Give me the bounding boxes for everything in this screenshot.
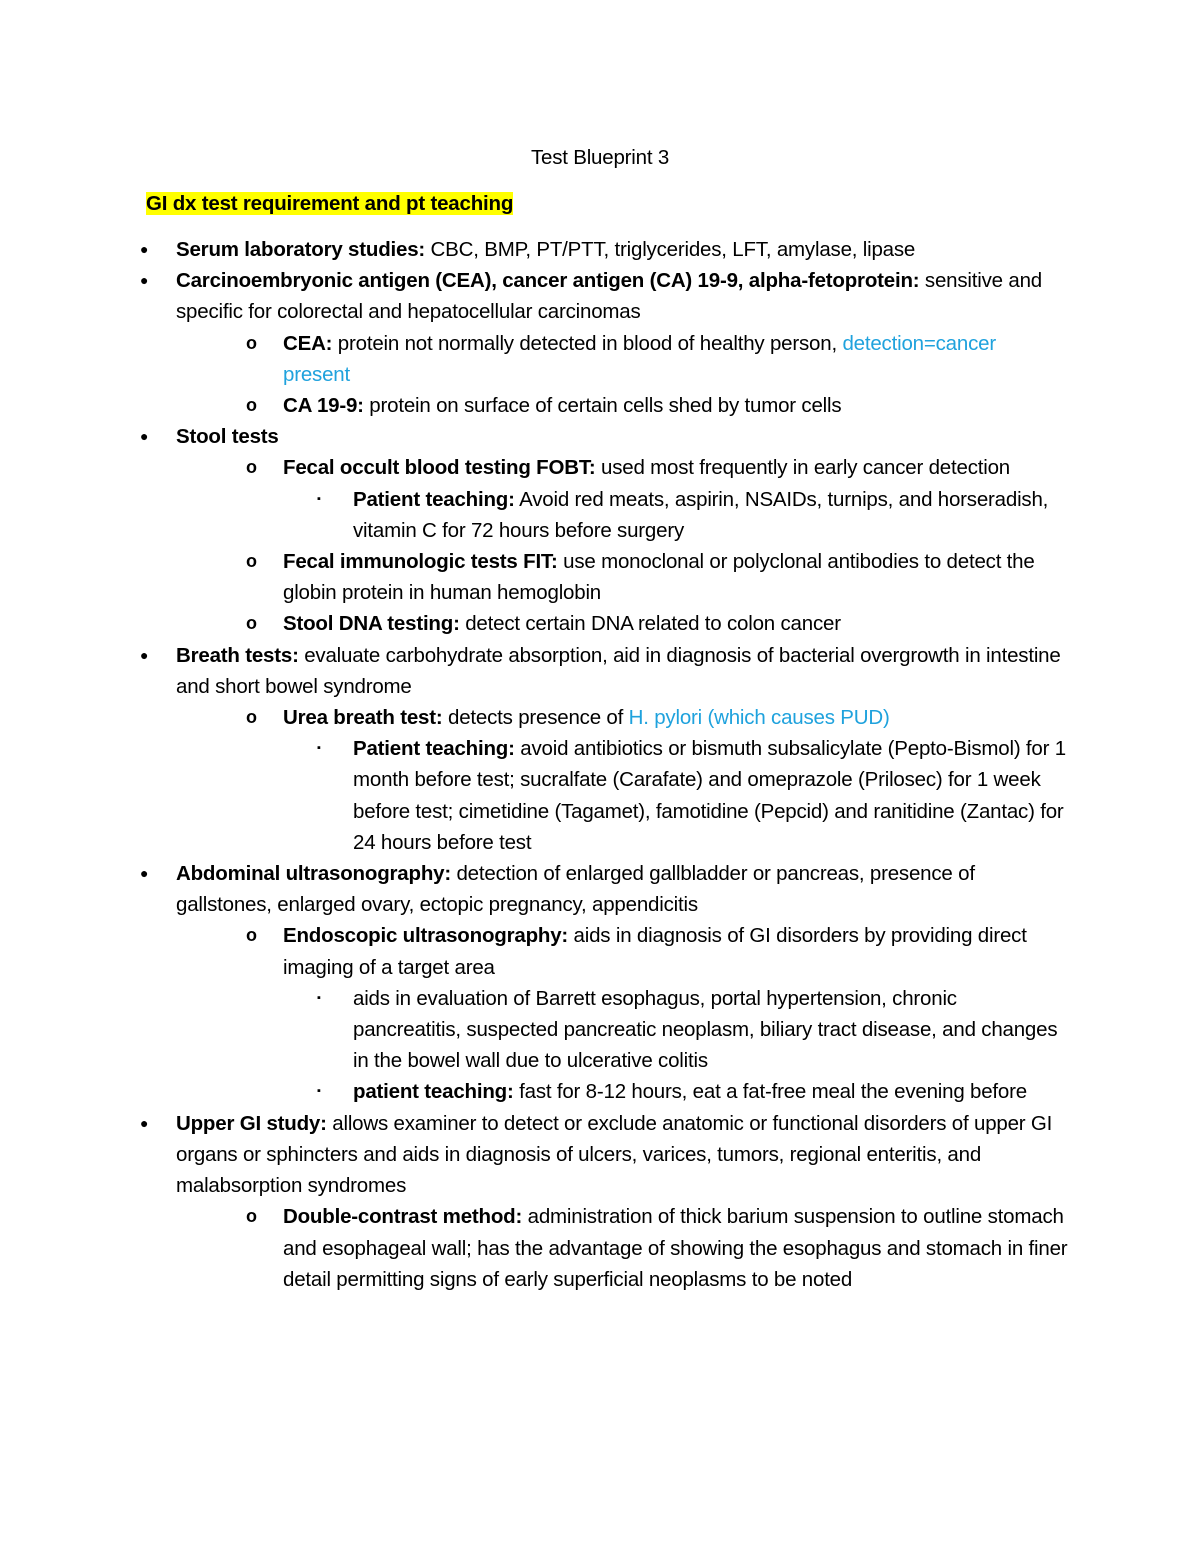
list-item-breath-tests	[0, 640, 1066, 702]
bullet-circle-icon: o	[246, 613, 257, 634]
item-term: Urea breath test:	[283, 706, 443, 730]
notes-list	[0, 234, 1200, 1295]
item-text: detect certain DNA related to colon cancer	[459, 612, 841, 636]
bullet-dot-icon: ●	[140, 241, 149, 257]
list-item-double-contrast	[0, 1201, 1068, 1295]
bullet-square-icon: ▪	[317, 991, 321, 1004]
item-term: Double-contrast method:	[283, 1205, 523, 1229]
list-item-cea	[0, 328, 1068, 390]
list-item-endoscopic-us	[0, 920, 1068, 982]
item-term: Patient teaching:	[353, 737, 515, 761]
item-term: Fecal immunologic tests FIT:	[283, 550, 558, 574]
bullet-circle-icon: o	[246, 395, 257, 416]
bullet-square-icon: ▪	[317, 742, 321, 755]
item-text: use monoclonal or polyclonal antibodies to detect the globin protein in human hemoglobin	[283, 550, 1035, 605]
section-heading	[146, 188, 513, 219]
item-term: Serum laboratory studies:	[176, 238, 426, 261]
item-text: used most frequently in early cancer detection	[595, 456, 1011, 480]
item-text: detects presence of	[442, 706, 629, 730]
list-item-fobt	[0, 452, 1068, 483]
list-item-endo-teaching	[0, 1076, 1068, 1107]
bullet-dot-icon: ●	[140, 428, 149, 445]
item-text: Avoid red meats, aspirin, NSAIDs, turnips, and horseradish, vitamin C for 72 hours before surgery	[353, 487, 1049, 542]
accent-note: detection=cancer present	[283, 331, 996, 386]
bullet-dot-icon: ●	[140, 1114, 149, 1131]
bullet-circle-icon: o	[246, 707, 257, 728]
item-text: sensitive and specific for colorectal and hepatocellular carcinomas	[176, 269, 1042, 324]
list-item-endo-evaluation	[0, 983, 1068, 1077]
item-term: Fecal occult blood testing FOBT:	[283, 456, 596, 480]
item-text: avoid antibiotics or bismuth subsalicylate (Pepto-Bismol) for 1 month before test; sucralfate (Carafate) and omeprazole (Prilosec) for 1 week before test; cimetidine (Tagamet), famotidine (Pepcid) and ranitidine (Zantac) for 24 hours before test	[353, 737, 1066, 854]
accent-note: H. pylori (which causes PUD)	[628, 706, 890, 730]
list-item-fit	[0, 546, 1068, 608]
list-item-stool-dna	[0, 608, 1068, 639]
item-text: detection of enlarged gallbladder or pancreas, presence of gallstones, enlarged ovary, ectopic pregnancy, appendicitis	[176, 862, 975, 917]
item-text: fast for 8-12 hours, eat a fat-free meal the evening before	[513, 1080, 1027, 1104]
item-text: aids in diagnosis of GI disorders by providing direct imaging of a target area	[283, 924, 1027, 979]
bullet-dot-icon: ●	[140, 272, 149, 289]
bullet-circle-icon: o	[246, 925, 257, 946]
list-item-urea-breath	[0, 702, 1068, 733]
list-item-serum	[0, 234, 1066, 265]
item-term: Stool tests	[176, 425, 279, 449]
highlighted-heading-text: GI dx test requirement and pt teaching	[146, 192, 514, 215]
item-text: CBC, BMP, PT/PTT, triglycerides, LFT, amylase, lipase	[425, 238, 916, 261]
item-term: Endoscopic ultrasonography:	[283, 924, 569, 948]
item-term: Breath tests:	[176, 643, 299, 667]
list-item-stool-tests	[0, 421, 1066, 452]
item-term: Stool DNA testing:	[283, 612, 460, 636]
list-item-tumor-markers	[0, 265, 1066, 327]
bullet-circle-icon: o	[246, 332, 257, 353]
item-term: Upper GI study:	[176, 1111, 327, 1135]
item-text: protein on surface of certain cells shed by tumor cells	[363, 394, 842, 418]
item-text: allows examiner to detect or exclude anatomic or functional disorders of upper GI organs or sphincters and aids in diagnosis of ulcers, varices, tumors, regional enteritis, and malabsorption syndromes	[176, 1111, 1053, 1198]
bullet-square-icon: ▪	[317, 1085, 321, 1098]
page-title: Test Blueprint 3	[530, 146, 670, 169]
bullet-square-icon: ▪	[317, 492, 321, 505]
item-term: Patient teaching:	[353, 487, 515, 511]
list-item-urea-teaching	[0, 733, 1068, 858]
list-item-abdominal-us	[0, 858, 1066, 920]
item-term: CEA:	[283, 331, 333, 355]
item-text: evaluate carbohydrate absorption, aid in diagnosis of bacterial overgrowth in intestine and short bowel syndrome	[176, 643, 1061, 698]
item-text: protein not normally detected in blood of healthy person,	[332, 331, 843, 355]
list-item-ca199	[0, 390, 1068, 421]
item-term: CA 19-9:	[283, 394, 364, 418]
item-term: Carcinoembryonic antigen (CEA), cancer antigen (CA) 19-9, alpha-fetoprotein:	[176, 269, 920, 293]
bullet-circle-icon: o	[246, 1206, 257, 1227]
bullet-circle-icon: o	[246, 457, 257, 478]
item-text: aids in evaluation of Barrett esophagus, portal hypertension, chronic pancreatitis, suspected pancreatic neoplasm, biliary tract disease, and changes in the bowel wall due to ulcerative colitis	[353, 986, 1058, 1073]
item-term: Abdominal ultrasonography:	[176, 862, 451, 886]
bullet-dot-icon: ●	[140, 865, 149, 882]
list-item-upper-gi	[0, 1108, 1066, 1202]
bullet-dot-icon: ●	[140, 646, 149, 663]
item-term: patient teaching:	[353, 1080, 514, 1104]
item-text: administration of thick barium suspension to outline stomach and esophageal wall; has the advantage of showing the esophagus and stomach in finer detail permitting signs of early superficial neoplasms to be noted	[283, 1205, 1068, 1291]
list-item-fobt-teaching	[0, 484, 1068, 546]
bullet-circle-icon: o	[246, 551, 257, 572]
